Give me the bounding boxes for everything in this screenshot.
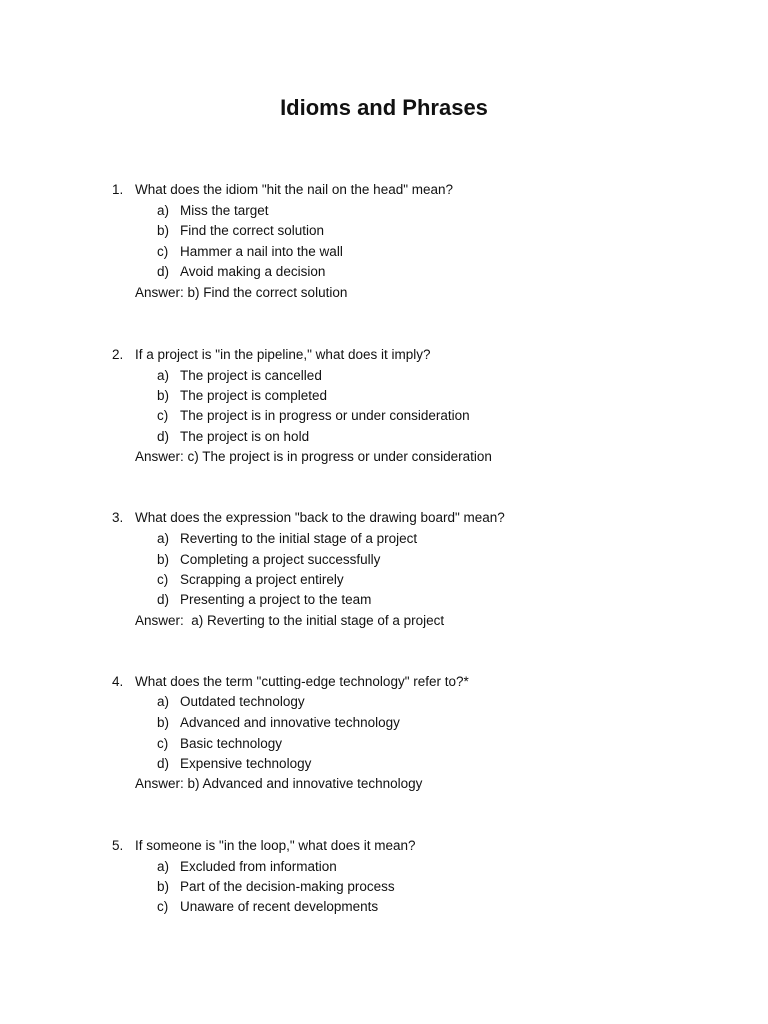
document-title: Idioms and Phrases (280, 95, 488, 120)
question-number: 2. (112, 347, 124, 362)
option-text: The project is completed (180, 388, 328, 403)
option-text: Hammer a nail into the wall (180, 244, 343, 259)
option-text: The project is cancelled (180, 368, 322, 383)
option-letter: b) (157, 223, 170, 238)
answer-text: Answer: b) Find the correct solution (135, 285, 348, 300)
option-text: The project is in progress or under consideration (180, 408, 470, 423)
question-number: 3. (112, 510, 124, 525)
option-text: Basic technology (180, 736, 283, 751)
option-letter: c) (157, 408, 169, 423)
question-number: 4. (112, 674, 124, 689)
option-letter: a) (157, 368, 170, 383)
option-letter: d) (157, 429, 170, 444)
option-text: Excluded from information (180, 859, 337, 874)
question-text: What does the expression "back to the drawing board" mean? (135, 510, 505, 525)
option-text: The project is on hold (180, 429, 310, 444)
option-letter: d) (157, 264, 170, 279)
option-text: Find the correct solution (180, 223, 325, 238)
answer-text: Answer: a) Reverting to the initial stage of a project (135, 613, 445, 628)
option-letter: a) (157, 859, 170, 874)
option-text: Outdated technology (180, 694, 305, 709)
option-letter: d) (157, 756, 170, 771)
option-text: Expensive technology (180, 756, 312, 771)
question-number: 5. (112, 838, 124, 853)
option-letter: d) (157, 592, 170, 607)
option-text: Advanced and innovative technology (180, 715, 400, 730)
option-letter: b) (157, 715, 170, 730)
question-text: What does the idiom "hit the nail on the head" mean? (135, 182, 454, 197)
option-text: Avoid making a decision (180, 264, 326, 279)
question-text: If a project is "in the pipeline," what does it imply? (135, 347, 431, 362)
option-text: Presenting a project to the team (180, 592, 372, 607)
option-text: Scrapping a project entirely (180, 572, 344, 587)
option-letter: b) (157, 552, 170, 567)
option-letter: c) (157, 244, 169, 259)
option-text: Unaware of recent developments (180, 899, 379, 914)
option-letter: b) (157, 388, 170, 403)
answer-text: Answer: c) The project is in progress or under consideration (135, 449, 492, 464)
option-letter: c) (157, 899, 169, 914)
question-number: 1. (112, 182, 124, 197)
option-letter: a) (157, 203, 170, 218)
option-text: Miss the target (180, 203, 269, 218)
option-letter: b) (157, 879, 170, 894)
question-text: What does the term "cutting-edge technology" refer to?* (135, 674, 469, 689)
option-text: Reverting to the initial stage of a project (180, 531, 418, 546)
option-letter: a) (157, 694, 170, 709)
option-letter: c) (157, 572, 169, 587)
option-text: Completing a project successfully (180, 552, 381, 567)
question-text: If someone is "in the loop," what does it mean? (135, 838, 416, 853)
option-letter: c) (157, 736, 169, 751)
answer-text: Answer: b) Advanced and innovative technology (135, 776, 423, 791)
option-text: Part of the decision-making process (180, 879, 395, 894)
option-letter: a) (157, 531, 170, 546)
